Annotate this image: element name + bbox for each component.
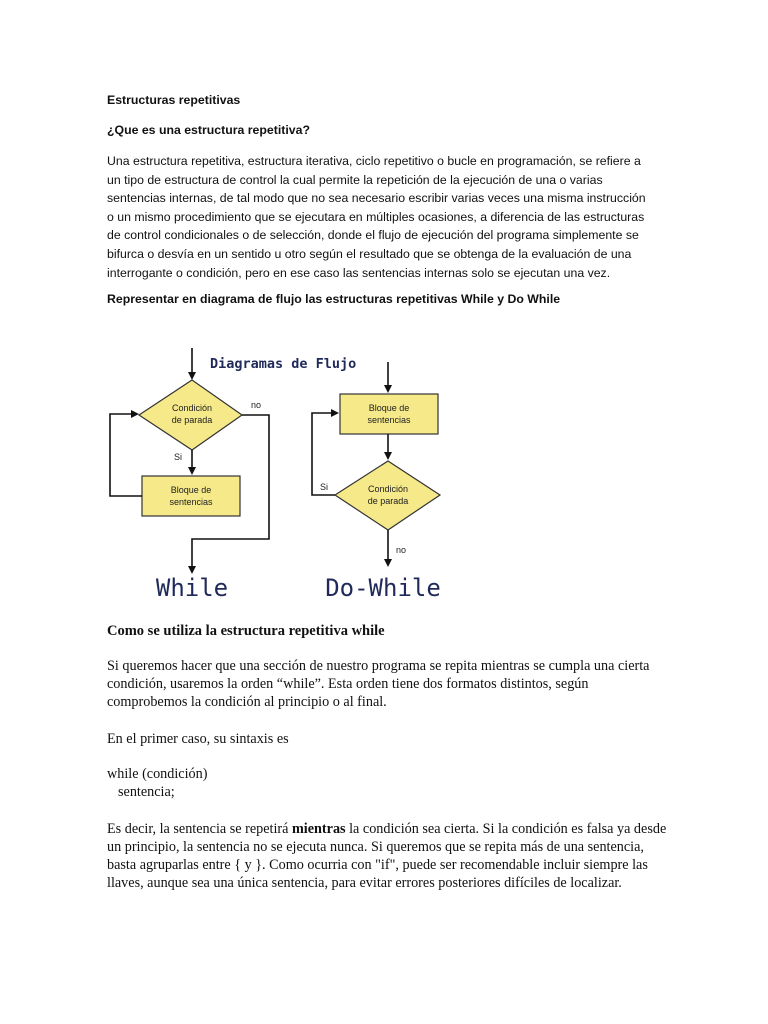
question-heading: ¿Que es una estructura repetitiva?: [107, 123, 310, 137]
explanation-text-after: la condición sea cierta. Si la condición es falsa ya desde un principio, la sentencia no se ejecuta nunca. Si queremos que se repita más de una sentencia, basta agruparlas entre { y }. Como ocurria con "if", puede ser recomendable incluir siempre las llaves, aunque sea una única sentencia, para evitar errores posteriores difíciles de localizar.: [107, 821, 667, 891]
dowhile-block-line1: Bloque de: [368, 403, 410, 413]
dowhile-condition-line2: de parada: [367, 496, 409, 506]
intro-paragraph: Si queremos hacer que una sección de nuestro programa se repita mientras se cumpla una cierta condición, usaremos la orden “while”. Esta orden tiene dos formatos distintos, según comprobemos la condición al principio o al final.: [107, 658, 650, 711]
explanation-paragraph: [107, 820, 667, 892]
while-condition-line2: de parada: [171, 415, 213, 425]
dowhile-block-box: [340, 394, 438, 434]
syntax-line-2: sentencia;: [118, 784, 175, 800]
while-yes-label: Si: [174, 452, 183, 462]
definition-paragraph: Una estructura repetitiva, estructura iterativa, ciclo repetitivo o bucle en programación, se refiere a un tipo de estructura de control la cual permite la repetición de la ejecución de una o varias sentencias internas, de tal modo que no sea necesario escribir varias veces una misma instrucción o un mismo procedimiento que se ejecutara en múltiples ocasiones, a diferencia de las estructuras de control condicionales o de selección, donde el flujo de ejecución del programa simplemente se bifurca o desvía en un sentido u otro según el resultado que se obtenga de la evaluación de una interrogante o condición, pero en ese caso las sentencias internas solo se ejecutan una vez.: [107, 154, 646, 280]
while-block-line2: sentencias: [169, 497, 213, 507]
diagram-title: Diagramas de Flujo: [210, 356, 357, 372]
dowhile-no-label: no: [396, 545, 407, 555]
dowhile-yes-label: Si: [320, 482, 329, 492]
explanation-bold-word: mientras: [291, 821, 346, 837]
dowhile-condition-line1: Condición: [367, 484, 409, 494]
explanation-text-before: Es decir, la sentencia se repetirá: [107, 821, 292, 837]
diagram-prompt: Representar en diagrama de flujo las estructuras repetitivas While y Do While: [107, 292, 561, 306]
document-heading: Estructuras repetitivas: [107, 93, 241, 107]
dowhile-flowchart: [312, 362, 441, 602]
while-block-box: [142, 476, 240, 516]
dowhile-label: Do-While: [325, 574, 441, 602]
while-flowchart: [110, 348, 269, 602]
section-title: Como se utiliza la estructura repetitiva while: [107, 623, 385, 639]
dowhile-block-line2: sentencias: [367, 415, 411, 425]
while-no-label: no: [251, 400, 262, 410]
first-case-paragraph: En el primer caso, su sintaxis es: [107, 731, 289, 747]
while-condition-line1: Condición: [171, 403, 213, 413]
while-block-line1: Bloque de: [170, 485, 212, 495]
flowchart-figure: [107, 340, 457, 610]
while-label: While: [155, 574, 229, 602]
syntax-line-1: while (condición): [107, 766, 208, 782]
